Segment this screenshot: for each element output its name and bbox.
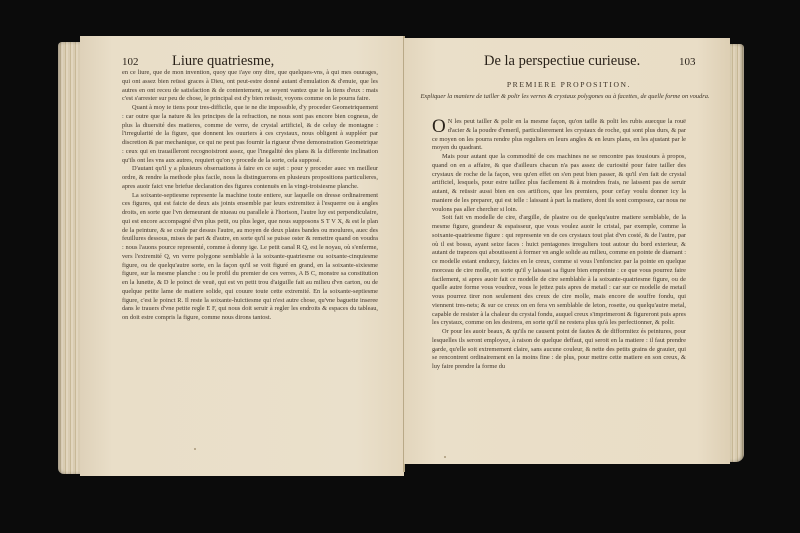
paragraph: La soixante-septiesme represente la machine toute entiere, sur laquelle on dresse ordinairement ces figures, qui est faicte de deux ais joints ensemble par leurs extremitez à l'esquerre ou à angles droits, en sorte que l'vn demeurant de niueau ou parallele à l'horison, l'autre luy est perpendiculaire, qui est encore accompagné d'vn plus petit, ou plus leger, que nous supposons S T V X, & est le plan de la peinture, & se coule par dessus l'autre, au moyen de deux plates bandes ou moulures, auec des feuillures dessous, mises de part & d'autre, en sorte qu'il se puisse oster & remettre quand on voudra : nous l'auons pource representé, comme à donny ige. Le petit canal R Q, est le noyau, où s'enferme, vers l'extremité Q, vn verre polygone semblable à la soixante-quatriesme ou soixante-cinquiesme figure, ou de quelqu'autre sorte, en la façon qu'il se voit figuré en grand, en la soixante-sixiesme figure, sur la mesme planche : ou le profil du premier de ces verres, A B C, monstre sa constitution en la lunette, & D le poinct de veuë, qui est vn petit trou d'aiguille fait au milieu d'vn carton, ou de quelque petite lame de matiere solide, qui couure toute cette extremité. En la soixante-septiesme figure, c'est le poinct R. Il reste la soixante-huictiesme qui n'est autre chose, qu'vne baguette inseree dans le trauers d'vne petite regle E F, qui nous doit seruir à regler les endroits & espaces du tableau, on doit estre compris la figure, comme nous dirons tantost.: [122, 191, 378, 321]
paragraph-text: N les peut tailler & polir en la mesme façon, qu'on taille & polit les rubis auecque la rouë d'acier & la poudre d'emeril, particulierement les crystaux de roche, qui sont plus durs, & par ce moyen on les pourra rendre plus reguliers en leurs angles & en leurs plans, en les ajustant par le moyen du quadrant.: [432, 118, 686, 152]
proposition-title: PREMIERE PROPOSITION.: [506, 80, 632, 89]
paragraph: Or pour les auoir beaux, & qu'ils ne causent point de fautes & de difformitez és peintures, pour lesquelles ils seront employez, à raison de quelque deffaut, qui seroit en la matiere : il faut prendre garde, qu'elle soit extremement claire, sans aucune couleur, & nette des petits grains de grauier, qui se rencontrent ordinairement en la moins fine : de plus, pour mettre cette matiere en son creux, & luy faire prendre la forme du: [432, 328, 686, 370]
running-head: De la perspectiue curieuse.: [484, 53, 641, 69]
paragraph: en ce liure, que de mon invention, quoy que i'aye ony dire, que quelques-vns, à qui mes ouurages, qui ont assez bien reüssi graces à Dieu, ont peut-estre donné autant d'emulation & d'enuie, que les autres en ont receu de satisfaction & de contentement, se soyent vantez que ie la tiens d'eux : mais c'est s'arrester sur peu de chose, le principal est d'y bien reüssir, voyons comme on le pourra faire.: [122, 69, 378, 103]
open-book: [58, 36, 744, 476]
page-number: 103: [679, 56, 696, 68]
body-text: [122, 69, 378, 323]
drop-cap: O: [432, 116, 446, 137]
page-stack-right: [730, 44, 744, 462]
left-page: [80, 36, 404, 476]
body-text: [432, 118, 686, 372]
paragraph: D'autant qu'il y a plusieurs obseruations à faire en ce sujet : pour y proceder auec vn meilleur ordre, & rendre la methode plus facile, nous la distinguerons en plusieurs propositions particulieres, apres auoir faict vne briefue declaration des figures contenuës en la vingt-troisiesme planche.: [122, 165, 378, 190]
paragraph: Mais pour autant que la commodité de ces machines ne se rencontre pas tousiours à propos, quand on en a affaire, & que d'ailleurs chacun n'a pas assez de curiosité pour faire tailler des crystaux de roche de la façon, veu qu'en effet on s'en peut bien passer, & qu'il s'en fait de crystal artificiel, lesquels, pour estre taillez plus facilement & à moindres frais, ne laissent pas de seruir autant, & reüssir aussi bien en ces artifices, que les premiers, pour cet'ay voulu donner icy la maniere de les preparer, qui est telle : laissant à part la matiere, dont ils sont composez, car nous ne voulons pas aller chercher si loin.: [432, 153, 686, 213]
paper-speck: [444, 456, 446, 458]
running-head: Liure quatriesme,: [172, 53, 275, 69]
right-page: [404, 38, 730, 464]
page-number: 102: [122, 56, 139, 68]
paragraph: Soit fait vn modelle de cire, d'argille, de plastre ou de quelqu'autre matiere semblable, de la mesme figure, grandeur & espaisseur, que vous voulez auoir le cristal, par exemple, comme la soixante-quatriesme figure : qui represente vn de ces crystaux tout plat d'vn costé, & de l'autre, par où il est bossu, ayant seize faces : huict pentagones irreguliers tout autour du bord exterieur, & autant de trapezes qui aboutissent à former vn angle solide au milieu, comme en pointe de diamant : ce modelle estant endurcy, faictes en le creux, comme si vous l'enfonciez par la pointe en quelque morceau de cire molle, en sorte qu'il y laissast sa figure bien empreinte : ce que vous pourrez faire facilement, si apres auoir fait ce modelle de cire semblable à la soixante-quatriesme figure, ou de quelle autre forme vous voudrez, vous le jettez puis apres de metail : car sur ce modelle de metail vous pourrez tirer non seulement des creux de cire molle, mais encore de souffre fondu, qui viennent tres-nets; & sur ce creux on en fera vn semblable de leton, rosette, ou quelqu'autre metal, capable de resister à la chaleur du crystal fondu, auquel creux s'imprimeront & figureront puis apres les crystaux, comme on les desirera, en sorte qu'il ne restera plus qu'à les perfectionner, & polir.: [432, 214, 686, 327]
proposition-subtitle: Expliquer la maniere de tailler & polir les verres & crystaux polygones ou à facettes, de quelle forme on voudra.: [420, 93, 710, 100]
paragraph: Quant à moy ie tiens pour tres-difficile, que ie ne die impossible, d'y proceder Geometriquement : car outre que la nature & les principes de la refraction, ne nous sont pas encore bien cogneus, de plus la diuersité des matieres, comme de verre, de crystal artificiel, & de celuy de montagne : l'irregularité de la figure, que donnent les ouuriers à ces crystaux, nous obligent à suppléer par discretion & par mechanique, ce qui ne peut pas fournir la rigueur d'vne demonstration Geometrique : ceux qui en trauailleront recognoistront assez, que l'inegalité des plans & la differente inclination qu'ils ont les vns aux autres, requiert qu'on y procede de la sorte, cela supposé.: [122, 104, 378, 164]
paper-speck: [194, 448, 196, 450]
first-paragraph: [432, 118, 686, 153]
